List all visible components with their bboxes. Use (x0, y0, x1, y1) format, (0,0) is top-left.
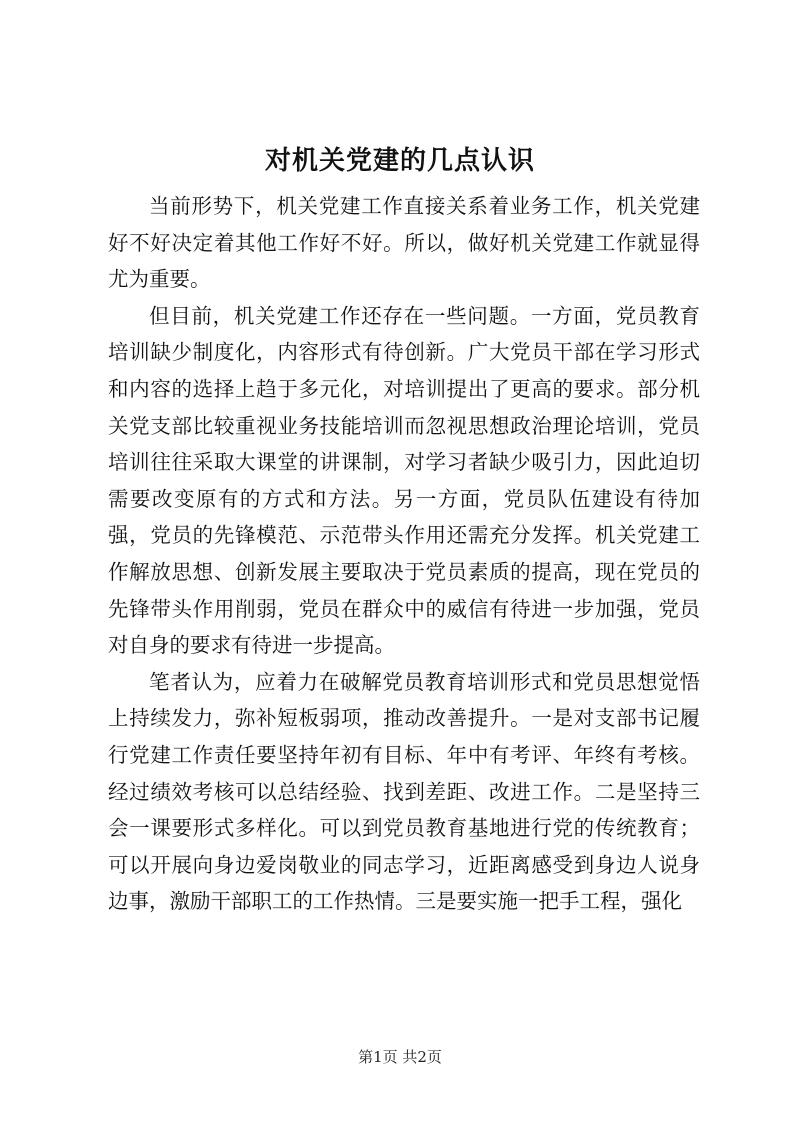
paragraph-1: 当前形势下，机关党建工作直接关系着业务工作，机关党建好不好决定着其他工作好不好。所以，做好机关党建工作就显得尤为重要。 (108, 194, 700, 292)
page-number-footer: 第1页 共2页 (358, 1048, 442, 1066)
document-body (108, 188, 700, 920)
paragraph-3: 笔者认为，应着力在破解党员教育培训形式和党员思想觉悟上持续发力，弥补短板弱项，推动改善提升。一是对支部书记履行党建工作责任要坚持年初有目标、年中有考评、年终有考核。经过绩效考核可以总结经验、找到差距、改进工作。二是坚持三会一课要形式多样化。可以到党员教育基地进行党的传统教育；可以开展向身边爱岗敬业的同志学习，近距离感受到身边人说身边事，激励干部职工的工作热情。三是要实施一把手工程，强化 (108, 669, 700, 914)
paragraph-2: 但目前，机关党建工作还存在一些问题。一方面，党员教育培训缺少制度化，内容形式有待创新。广大党员干部在学习形式和内容的选择上趋于多元化，对培训提出了更高的要求。部分机关党支部比较重视业务技能培训而忽视思想政治理论培训，党员培训往往采取大课堂的讲课制，对学习者缺少吸引力，因此迫切需要改变原有的方式和方法。另一方面，党员队伍建设有待加强，党员的先锋模范、示范带头作用还需充分发挥。机关党建工作解放思想、创新发展主要取决于党员素质的提高，现在党员的先锋带头作用削弱，党员在群众中的威信有待进一步加强，党员对自身的要求有待进一步提高。 (108, 303, 700, 658)
page-title: 对机关党建的几点认识 (264, 146, 535, 176)
